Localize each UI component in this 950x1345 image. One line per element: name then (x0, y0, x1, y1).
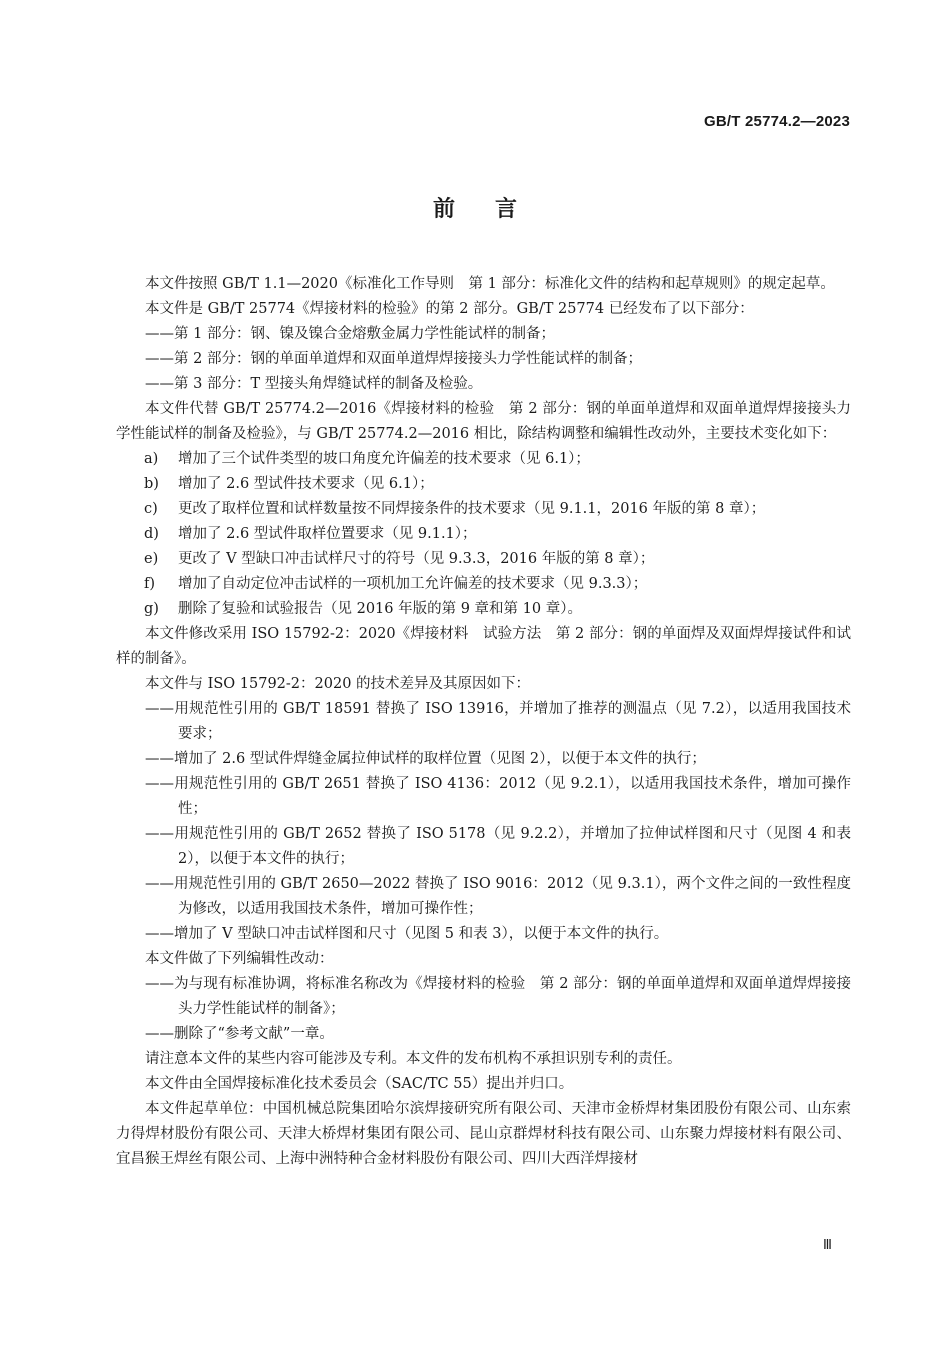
list-item: ——增加了 2.6 型试件焊缝金属拉伸试样的取样位置（见图 2），以便于本文件的执行； (145, 751, 706, 767)
list-item (116, 572, 851, 597)
paragraph-proposer: 本文件由全国焊接标准化技术委员会（SAC/TC 55）提出并归口。 (145, 1076, 574, 1092)
list-text: 增加了自动定位冲击试样的一项机加工允许偏差的技术要求（见 9.3.3）； (178, 576, 648, 592)
list-item: ——为与现有标准协调，将标准名称改为《焊接材料的检验 第 2 部分：钢的单面单道焊和双面单道焊焊接接头力学性能试样的制备》； (145, 976, 851, 1017)
list-label: d) (144, 526, 159, 542)
list-label: a) (144, 451, 159, 467)
list-item (116, 522, 851, 547)
list-label: g) (144, 601, 159, 617)
list-text: 更改了取样位置和试样数量按不同焊接条件的技术要求（见 9.1.1，2016 年版的第 8 章）； (178, 501, 766, 517)
list-text: 增加了三个试件类型的坡口角度允许偏差的技术要求（见 6.1）； (178, 451, 590, 467)
list-label: e) (144, 551, 159, 567)
list-text: 增加了 2.6 型试件技术要求（见 6.1）； (178, 476, 434, 492)
page-number: Ⅲ (823, 1238, 832, 1253)
list-label: f) (144, 576, 156, 592)
paragraph-editorial-intro: 本文件做了下列编辑性改动： (145, 951, 334, 967)
list-item (116, 472, 851, 497)
list-label: c) (144, 501, 158, 517)
list-item: ——用规范性引用的 GB/T 2652 替换了 ISO 5178（见 9.2.2），并增加了拉伸试样图和尺寸（见图 4 和表 2），以便于本文件的执行； (145, 826, 851, 867)
list-item (116, 447, 851, 472)
foreword-body (116, 272, 851, 1172)
list-item: ——删除了“参考文献”一章。 (145, 1026, 334, 1042)
list-item: ——用规范性引用的 GB/T 2650—2022 替换了 ISO 9016：2012（见 9.3.1），两个文件之间的一致性程度为修改，以适用我国技术条件，增加可操作性； (145, 876, 851, 917)
standard-code: GB/T 25774.2—2023 (704, 113, 850, 130)
list-item: ——第 1 部分：钢、镍及镍合金熔敷金属力学性能试样的制备； (145, 326, 555, 342)
paragraph-replaces: 本文件代替 GB/T 25774.2—2016《焊接材料的检验 第 2 部分：钢的单面单道焊和双面单道焊焊接接头力学性能试样的制备及检验》，与 GB/T 25774.2—2016 相比，除结构调整和编辑性改动外，主要技术变化如下： (116, 401, 851, 442)
list-item: ——增加了 V 型缺口冲击试样图和尺寸（见图 5 和表 3），以便于本文件的执行。 (145, 926, 669, 942)
list-label: b) (144, 476, 159, 492)
list-item: ——用规范性引用的 GB/T 18591 替换了 ISO 13916，并增加了推荐的测温点（见 7.2），以适用我国技术要求； (145, 701, 851, 742)
page-title: 前言 (432, 196, 557, 222)
list-text: 更改了 V 型缺口冲击试样尺寸的符号（见 9.3.3，2016 年版的第 8 章）； (178, 551, 655, 567)
list-text: 删除了复验和试验报告（见 2016 年版的第 9 章和第 10 章）。 (178, 601, 582, 617)
list-item (116, 497, 851, 522)
list-text: 增加了 2.6 型试件取样位置要求（见 9.1.1）； (178, 526, 477, 542)
list-item: ——第 2 部分：钢的单面单道焊和双面单道焊焊接接头力学性能试样的制备； (145, 351, 642, 367)
list-item: ——用规范性引用的 GB/T 2651 替换了 ISO 4136：2012（见 9.2.1），以适用我国技术条件，增加可操作性； (145, 776, 851, 817)
paragraph-differences-intro: 本文件与 ISO 15792-2：2020 的技术差异及其原因如下： (145, 676, 531, 692)
list-item: ——第 3 部分：T 型接头角焊缝试样的制备及检验。 (145, 376, 483, 392)
paragraph-patent-notice: 请注意本文件的某些内容可能涉及专利。本文件的发布机构不承担识别专利的责任。 (145, 1051, 682, 1067)
paragraph-adoption: 本文件修改采用 ISO 15792-2：2020《焊接材料 试验方法 第 2 部分：钢的单面焊及双面焊焊接试件和试样的制备》。 (116, 626, 851, 667)
paragraph-drafting-rules: 本文件按照 GB/T 1.1—2020《标准化工作导则 第 1 部分：标准化文件的结构和起草规则》的规定起草。 (145, 276, 835, 292)
list-item (116, 547, 851, 572)
list-item (116, 597, 851, 622)
paragraph-series-intro: 本文件是 GB/T 25774《焊接材料的检验》的第 2 部分。GB/T 25774 已经发布了以下部分： (145, 301, 754, 317)
paragraph-drafting-units: 本文件起草单位：中国机械总院集团哈尔滨焊接研究所有限公司、天津市金桥焊材集团股份有限公司、山东索力得焊材股份有限公司、天津大桥焊材集团有限公司、昆山京群焊材科技有限公司、山东聚力焊接材料有限公司、宜昌猴王焊丝有限公司、上海中洲特种合金材料股份有限公司、四川大西洋焊接材 (116, 1101, 851, 1167)
